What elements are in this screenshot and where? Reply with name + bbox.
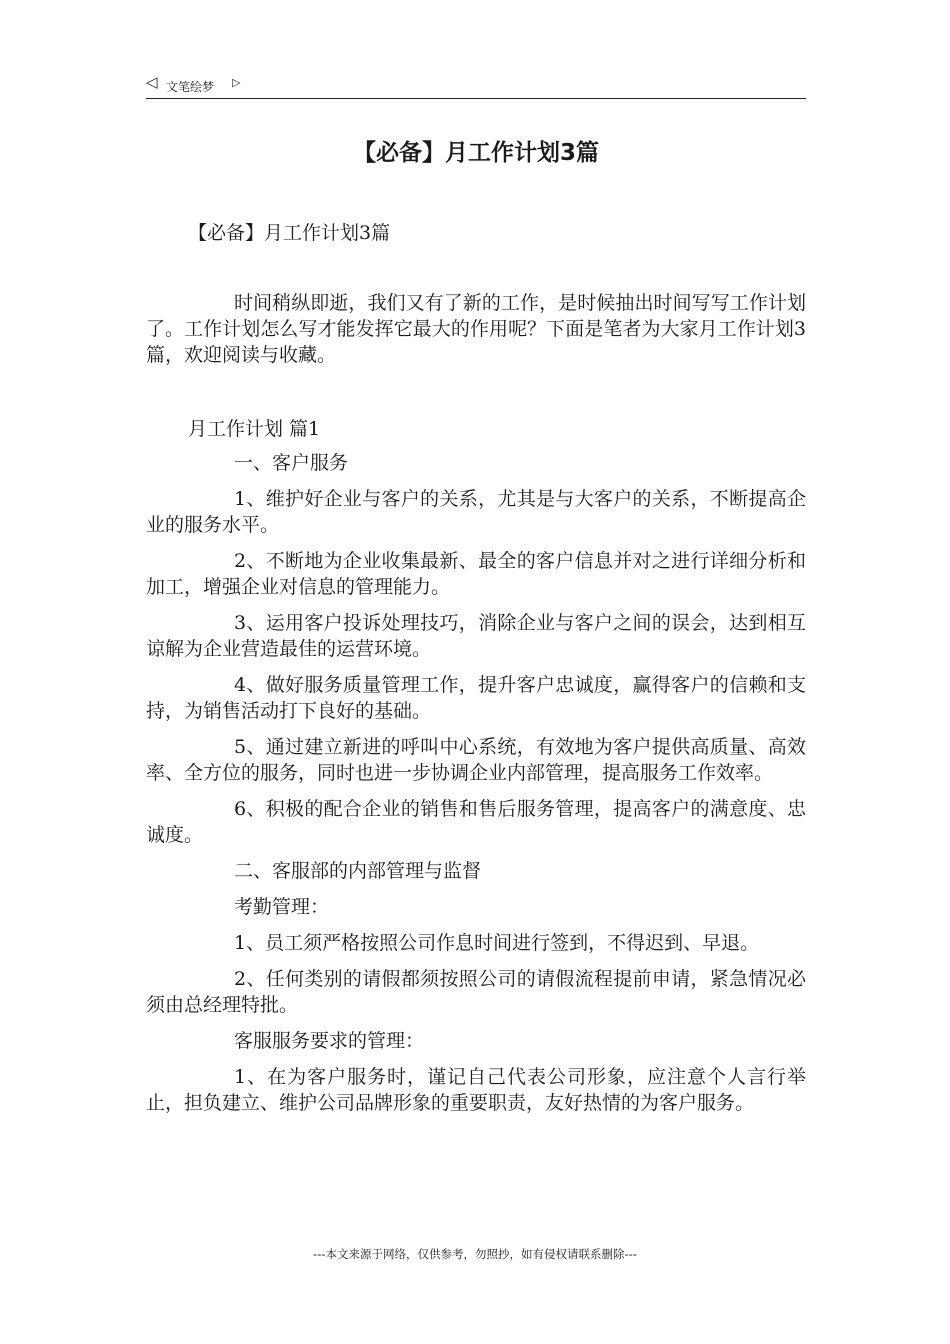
document-subtitle: 【必备】月工作计划3篇 — [188, 222, 391, 244]
list-item: 1、维护好企业与客户的关系，尤其是与大客户的关系，不断提高企业的服务水平。 — [146, 488, 806, 536]
list-item: 3、运用客户投诉处理技巧，消除企业与客户之间的误会，达到相互谅解为企业营造最佳的运营环境。 — [146, 612, 806, 660]
intro-paragraph: 时间稍纵即逝，我们又有了新的工作，是时候抽出时间写写工作计划了。工作计划怎么写才能发挥它最大的作用呢？下面是笔者为大家月工作计划3篇，欢迎阅读与收藏。 — [146, 292, 806, 366]
document-title: 【必备】月工作计划3篇 — [352, 140, 599, 166]
list-item: 一、客户服务 — [234, 452, 349, 474]
section-heading: 月工作计划 篇1 — [188, 418, 321, 440]
header-brand: 文笔绘梦 — [166, 80, 215, 94]
triangle-right-icon: ▷ — [232, 76, 241, 89]
list-item: 1、在为客户服务时，谨记自己代表公司形象，应注意个人言行举止，担负建立、维护公司品牌形象的重要职责，友好热情的为客户服务。 — [146, 1066, 806, 1114]
list-item: 二、客服部的内部管理与监督 — [234, 860, 482, 882]
list-item: 客服服务要求的管理： — [234, 1030, 425, 1052]
document-body — [146, 220, 806, 1116]
page-header — [146, 72, 806, 99]
list-item: 2、任何类别的请假都须按照公司的请假流程提前申请，紧急情况必须由总经理特批。 — [146, 968, 806, 1016]
list-item: 2、不断地为企业收集最新、最全的客户信息并对之进行详细分析和加工，增强企业对信息的管理能力。 — [146, 550, 806, 598]
page-footer: ---本文来源于网络，仅供参考，勿照抄，如有侵权请联系删除--- — [313, 1247, 637, 1261]
list-item: 1、员工须严格按照公司作息时间进行签到，不得迟到、早退。 — [234, 932, 760, 954]
list-item: 6、积极的配合企业的销售和售后服务管理，提高客户的满意度、忠诚度。 — [146, 798, 806, 846]
list-item: 5、通过建立新进的呼叫中心系统，有效地为客户提供高质量、高效率、全方位的服务，同时也进一步协调企业内部管理，提高服务工作效率。 — [146, 736, 806, 784]
triangle-left-icon: ◁ — [146, 73, 158, 91]
list-item: 考勤管理： — [234, 896, 330, 918]
list-item: 4、做好服务质量管理工作，提升客户忠诚度，赢得客户的信赖和支持，为销售活动打下良好的基础。 — [146, 674, 806, 722]
